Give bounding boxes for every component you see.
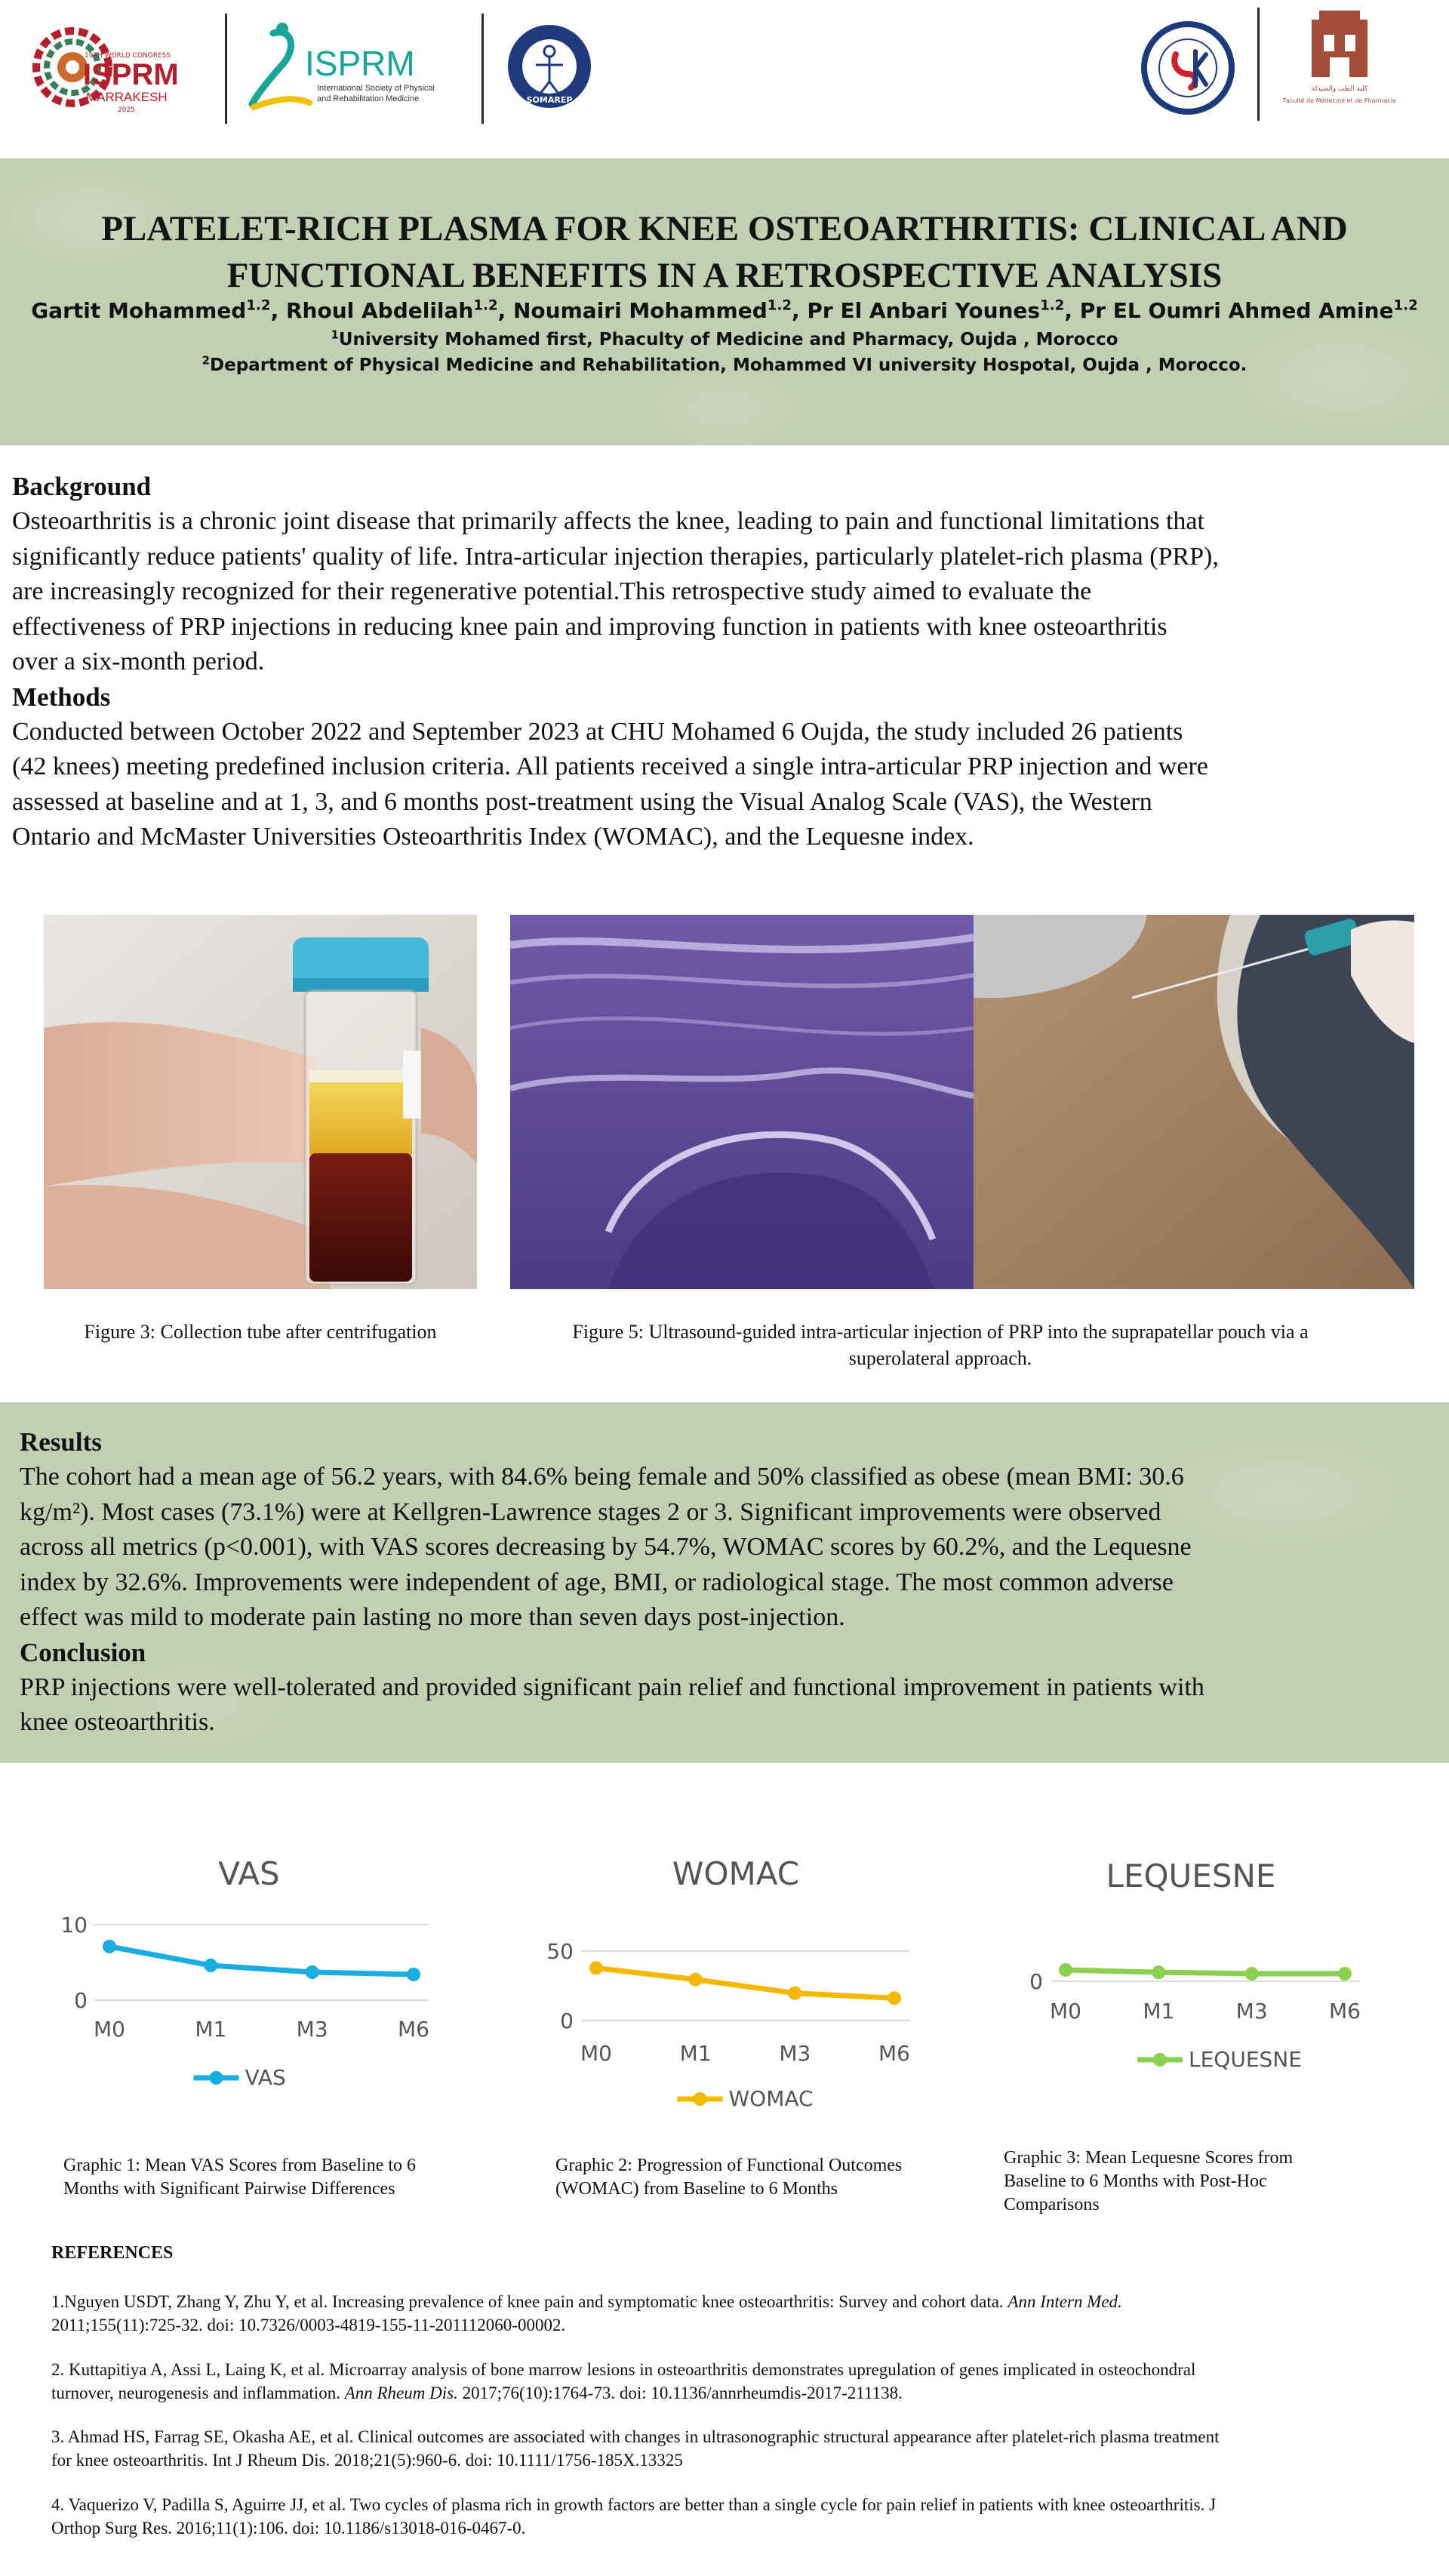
series-line [1066, 1970, 1345, 1974]
legend-label: WOMAC [728, 2086, 814, 2111]
chart-title: VAS [218, 1855, 280, 1892]
faculty-logo [1283, 8, 1396, 113]
data-point [1059, 1963, 1072, 1977]
congress-year: 2025 [118, 106, 135, 114]
author: Pr EL Oumri Ahmed Amine$^{1.2}$ [1079, 297, 1418, 323]
logo-bar [0, 0, 1449, 158]
results-line: across all metrics (p<0.001), with VAS scores decreasing by 54.7%, WOMAC scores by 60.2%, and the Lequesne [20, 1533, 1192, 1561]
results-line: kg/m²). Most cases (73.1%) were at Kellgren-Lawrence stages 2 or 3. Significant improvements were observed [20, 1497, 1161, 1526]
graphic-3-caption: Graphic 3: Mean Lequesne Scores from Baseline to 6 Months with Post-Hoc Comparisons [1004, 2148, 1294, 2214]
faculty-text: Faculté de Médecine et de Pharmacie [1283, 97, 1396, 104]
background-line: are increasingly recognized for their regenerative potential.This retrospective study aimed to evaluate the [12, 577, 1092, 605]
isprm-sub2: and Rehabilitation Medicine [317, 94, 420, 103]
affiliation-2: $^2$Department of Physical Medicine and Rehabilitation, Mohammed VI university Hospotal, Oujda , Morocco. [202, 353, 1247, 375]
logo-divider [225, 14, 227, 124]
results-line: The cohort had a mean age of 56.2 years, with 84.6% being female and 50% classified as obese (mean BMI: 30.6 [20, 1463, 1184, 1491]
data-point [204, 1959, 217, 1972]
reference-item: 2. Kuttapitiya A, Assi L, Laing K, et al. Microarray analysis of bone marrow lesions in osteoarthritis demonstrates upregulation of genes implicated in osteochondral turnover, neurogenesis and inflammation. Ann Rheum Dis. 2017;76(10):1764-73. doi: 10.1136/annrheumdis-2017-211138. [51, 2360, 1196, 2402]
chu-logo [1141, 21, 1235, 115]
figure-5-caption: Figure 5: Ultrasound-guided intra-articular injection of PRP into the suprapatellar pouch via a superolateral approach. [572, 1321, 1309, 1369]
graphic-2-caption: Graphic 2: Progression of Functional Outcomes (WOMAC) from Baseline to 6 Months [555, 2156, 903, 2199]
somarep-text: SOMAREP [526, 95, 573, 105]
y-tick-label: 50 [546, 1939, 574, 1964]
conclusion-line: knee osteoarthritis. [20, 1708, 215, 1736]
data-point [788, 1987, 801, 2000]
y-tick-label: 10 [60, 1913, 88, 1937]
series-line [596, 1968, 894, 1998]
legend-label: VAS [245, 2065, 286, 2090]
congress-logo-text: ISPRM [83, 58, 179, 91]
logo-divider [1257, 8, 1260, 121]
methods-line: Conducted between October 2022 and September 2023 at CHU Mohamed 6 Oujda, the study included 26 patients [12, 717, 1183, 746]
author: Noumairi Mohammed$^{1.2}$, [513, 297, 808, 323]
data-point [1152, 1965, 1165, 1979]
methods-heading: Methods [12, 682, 111, 712]
congress-edition: 19TH WORLD CONGRESS [85, 52, 171, 60]
background-section [12, 469, 1431, 855]
somarep-logo [506, 23, 593, 110]
x-tick-label: M0 [1050, 1999, 1081, 2024]
reference-item: 3. Ahmad HS, Farrag SE, Okasha AE, et al. Clinical outcomes are associated with changes in ultrasonographic structural appearance after platelet-rich plasma treatment for knee osteoarthritis. Int J Rheum Dis. 2018;21(5):960-6. doi: 10.1111/1756-185X.13325 [51, 2427, 1220, 2470]
legend-marker [694, 2092, 707, 2106]
data-point [1338, 1967, 1352, 1980]
x-tick-label: M0 [94, 2017, 125, 2042]
reference-item: 1.Nguyen USDT, Zhang Y, Zhu Y, et al. Increasing prevalence of knee pain and symptomatic knee osteoarthritis: Survey and cohort data. Ann Intern Med. 2011;155(11):725-32. doi: 10.7326/0003-4819-155-11-201112060-00002. [51, 2292, 1122, 2334]
x-tick-label: M1 [195, 2017, 227, 2042]
poster-title [30, 205, 1419, 299]
ultrasound-image [510, 915, 974, 1289]
conclusion-heading: Conclusion [20, 1637, 146, 1667]
title-banner [0, 158, 1449, 445]
svg-text:كلية الطب والصيدلة: كلية الطب والصيدلة [1311, 85, 1368, 93]
y-tick-label: 0 [1029, 1969, 1043, 1994]
x-tick-label: M1 [1143, 1999, 1175, 2024]
x-tick-label: M0 [580, 2041, 612, 2066]
data-point [589, 1961, 603, 1974]
y-tick-label: 0 [560, 2008, 574, 2033]
results-line: effect was mild to moderate pain lasting no more than seven days post-injection. [20, 1603, 845, 1631]
charts-canvas [0, 1811, 1449, 2166]
results-heading: Results [20, 1427, 102, 1457]
results-line: index by 32.6%. Improvements were independent of age, BMI, or radiological stage. The most common adverse [20, 1568, 1174, 1596]
x-tick-label: M6 [398, 2017, 429, 2042]
author-list [15, 296, 1434, 326]
title-line-1: PLATELET-RICH PLASMA FOR KNEE OSTEOARTHRITIS: CLINICAL AND [101, 209, 1348, 248]
references-heading: REFERENCES [51, 2243, 174, 2263]
data-point [689, 1973, 703, 1987]
background-line: Osteoarthritis is a chronic joint disease that primarily affects the knee, leading to pain and functional limitations that [12, 507, 1204, 535]
logo-divider [481, 14, 484, 124]
legend-marker [1153, 2053, 1167, 2067]
conclusion-line: PRP injections were well-tolerated and provided significant pain relief and functional improvement in patients with [20, 1673, 1204, 1701]
legend-label: LEQUESNE [1189, 2047, 1302, 2072]
x-tick-label: M6 [878, 2041, 910, 2066]
legend-marker [210, 2071, 223, 2085]
data-point [407, 1968, 420, 1981]
x-tick-label: M3 [779, 2041, 811, 2066]
data-point [306, 1965, 319, 1979]
methods-line: (42 knees) meeting predefined inclusion criteria. All patients received a single intra-articular PRP injection and were [12, 752, 1208, 780]
injection-photo [974, 915, 1414, 1289]
isprm-sub1: International Society of Physical [317, 84, 435, 93]
data-point [888, 1991, 901, 2005]
chart-title: WOMAC [672, 1855, 800, 1892]
background-line: effectiveness of PRP injections in reducing knee pain and improving function in patients with knee osteoarthritis [12, 612, 1168, 641]
chart-title: LEQUESNE [1106, 1857, 1276, 1894]
graphic-1-caption: Graphic 1: Mean VAS Scores from Baseline to 6 Months with Significant Pairwise Differences [63, 2156, 417, 2199]
background-heading: Background [12, 472, 152, 501]
isprm-society-logo [248, 20, 466, 113]
methods-line: assessed at baseline and at 1, 3, and 6 months post-treatment using the Visual Analog Scale (VAS), the Western [12, 787, 1152, 816]
reference-item: 4. Vaquerizo V, Padilla S, Aguirre JJ, et al. Two cycles of plasma rich in growth factors are better than a single cycle for pain relief in patients with knee osteoarthritis. J Orthop Surg Res. 2016;11(1):106. doi: 10.1186/s13018-016-0467-0. [51, 2495, 1217, 2538]
x-tick-label: M3 [1235, 1999, 1268, 2024]
isprm-text: ISPRM [305, 44, 415, 83]
affiliation-1: $^1$University Mohamed first, Phaculty of Medicine and Pharmacy, Oujda , Morocco [331, 328, 1118, 349]
collection-tube-photo [44, 915, 477, 1289]
x-tick-label: M1 [679, 2041, 712, 2066]
data-point [1245, 1967, 1259, 1980]
background-line: over a six-month period. [12, 648, 265, 676]
background-line: significantly reduce patients' quality of life. Intra-articular injection therapies, particularly platelet-rich plasma (PRP), [12, 542, 1219, 571]
author: Gartit Mohammed$^{1.2}$, [31, 297, 286, 323]
isprm-marrakesh-logo [27, 11, 205, 124]
title-line-2: FUNCTIONAL BENEFITS IN A RETROSPECTIVE ANALYSIS [226, 256, 1223, 295]
congress-city: MARRAKESH [86, 90, 168, 104]
results-section [20, 1425, 1431, 1740]
data-point [103, 1940, 116, 1953]
methods-line: Ontario and McMaster Universities Osteoarthritis Index (WOMAC), and the Lequesne index. [12, 823, 974, 851]
results-banner [0, 1402, 1449, 1763]
y-tick-label: 0 [74, 1988, 88, 2013]
x-tick-label: M3 [296, 2017, 328, 2042]
x-tick-label: M6 [1329, 1999, 1361, 2024]
series-line [109, 1947, 414, 1974]
author: Pr El Anbari Younes$^{1.2}$, [807, 297, 1080, 323]
figure-3-caption: Figure 3: Collection tube after centrifugation [84, 1321, 437, 1343]
author: Rhoul Abdelilah$^{1.2}$, [285, 297, 513, 323]
